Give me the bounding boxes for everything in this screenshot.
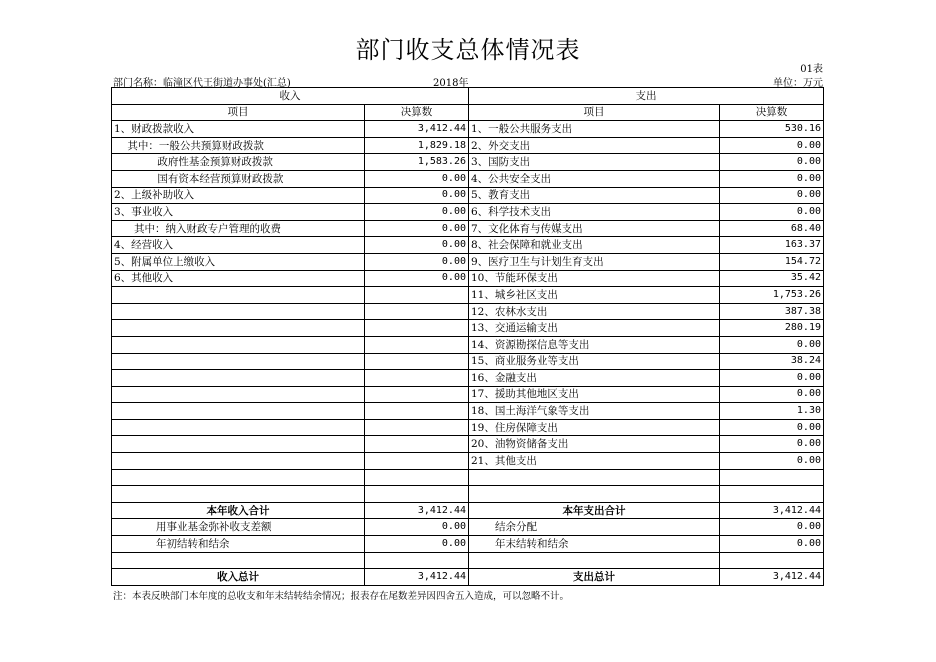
expense-item-cell: 10、节能环保支出 — [469, 270, 720, 287]
table-row — [112, 403, 824, 420]
expense-item-cell: 8、社会保障和就业支出 — [469, 237, 720, 254]
expense-item-cell: 3、国防支出 — [469, 154, 720, 171]
income-item-cell — [112, 336, 365, 353]
end-balance-amount: 0.00 — [720, 536, 824, 553]
expense-amount-cell: 0.00 — [720, 336, 824, 353]
expense-amount-cell: 0.00 — [720, 170, 824, 187]
begin-balance-amount: 0.00 — [365, 536, 469, 553]
blank-row — [112, 552, 824, 569]
year-income-label: 本年收入合计 — [112, 502, 365, 519]
end-balance-label: 年末结转和结余 — [469, 536, 720, 553]
fund-gap-row — [112, 519, 824, 536]
income-amount-cell: 3,412.44 — [365, 121, 469, 138]
table-row — [112, 336, 824, 353]
footnote: 注：本表反映部门本年度的总收支和年末结转结余情况；报表存在尾数差异因四舍五入造成，可以忽略不计。 — [113, 591, 570, 602]
form-number: 01表 — [800, 64, 823, 75]
table-row — [112, 287, 824, 304]
expense-amount-cell: 1.30 — [720, 403, 824, 420]
surplus-dist-amount: 0.00 — [720, 519, 824, 536]
expense-amount-cell: 530.16 — [720, 121, 824, 138]
year-expense-amount: 3,412.44 — [720, 502, 824, 519]
expense-item-cell: 11、城乡社区支出 — [469, 287, 720, 304]
income-item-cell — [112, 303, 365, 320]
income-item-cell — [112, 320, 365, 337]
income-item-header: 项目 — [112, 104, 365, 121]
income-item-cell — [112, 436, 365, 453]
table-row — [112, 320, 824, 337]
income-item-cell: 4、经营收入 — [112, 237, 365, 254]
expense-item-cell: 20、油物资储备支出 — [469, 436, 720, 453]
blank-row — [112, 486, 824, 503]
table-row — [112, 253, 824, 270]
income-amount-cell — [365, 436, 469, 453]
page-title: 部门收支总体情况表 — [355, 36, 581, 64]
year-income-amount: 3,412.44 — [365, 502, 469, 519]
income-amount-cell: 0.00 — [365, 237, 469, 254]
expense-item-cell: 2、外交支出 — [469, 137, 720, 154]
income-item-cell — [112, 386, 365, 403]
income-amount-cell — [365, 303, 469, 320]
report-year: 2018年 — [433, 78, 469, 89]
income-amount-header: 决算数 — [365, 104, 469, 121]
expense-amount-cell: 154.72 — [720, 253, 824, 270]
expense-item-cell: 21、其他支出 — [469, 453, 720, 470]
expense-item-cell: 5、教育支出 — [469, 187, 720, 204]
income-amount-cell — [365, 386, 469, 403]
table-row — [112, 453, 824, 470]
expense-item-cell: 15、商业服务业等支出 — [469, 353, 720, 370]
income-item-cell: 6、其他收入 — [112, 270, 365, 287]
income-amount-cell: 0.00 — [365, 204, 469, 221]
income-amount-cell: 1,583.26 — [365, 154, 469, 171]
income-amount-cell: 0.00 — [365, 187, 469, 204]
income-amount-cell — [365, 370, 469, 387]
income-item-cell — [112, 287, 365, 304]
income-item-cell — [112, 453, 365, 470]
year-total-row — [112, 502, 824, 519]
income-item-cell — [112, 403, 365, 420]
table-row — [112, 386, 824, 403]
expense-amount-cell: 0.00 — [720, 386, 824, 403]
income-item-cell — [112, 353, 365, 370]
expense-amount-cell: 0.00 — [720, 419, 824, 436]
expense-item-cell: 19、住房保障支出 — [469, 419, 720, 436]
table-row — [112, 137, 824, 154]
income-amount-cell: 0.00 — [365, 253, 469, 270]
year-expense-label: 本年支出合计 — [469, 502, 720, 519]
income-amount-cell — [365, 287, 469, 304]
income-item-cell: 国有资本经营预算财政拨款 — [112, 170, 365, 187]
expense-amount-cell: 0.00 — [720, 154, 824, 171]
income-header: 收入 — [112, 88, 469, 105]
income-item-cell — [112, 370, 365, 387]
table-row — [112, 270, 824, 287]
income-item-cell — [112, 419, 365, 436]
blank-row — [112, 469, 824, 486]
income-amount-cell: 0.00 — [365, 270, 469, 287]
income-amount-cell: 1,829.18 — [365, 137, 469, 154]
expense-amount-cell: 0.00 — [720, 204, 824, 221]
income-item-cell: 2、上级补助收入 — [112, 187, 365, 204]
expense-item-cell: 13、交通运输支出 — [469, 320, 720, 337]
income-amount-cell — [365, 453, 469, 470]
table-row — [112, 370, 824, 387]
income-item-cell: 政府性基金预算财政拨款 — [112, 154, 365, 171]
expense-amount-cell: 1,753.26 — [720, 287, 824, 304]
table-row — [112, 237, 824, 254]
table-row — [112, 204, 824, 221]
expense-item-cell: 1、一般公共服务支出 — [469, 121, 720, 138]
department-name: 部门名称：临潼区代王街道办事处(汇总) — [113, 78, 291, 89]
income-amount-cell — [365, 419, 469, 436]
expense-amount-cell: 280.19 — [720, 320, 824, 337]
income-item-cell: 1、财政拨款收入 — [112, 121, 365, 138]
expense-item-header: 项目 — [469, 104, 720, 121]
table-row — [112, 220, 824, 237]
expense-item-cell: 9、医疗卫生与计划生育支出 — [469, 253, 720, 270]
grand-expense-label: 支出总计 — [469, 569, 720, 586]
expense-amount-cell: 38.24 — [720, 353, 824, 370]
table-row — [112, 170, 824, 187]
income-amount-cell — [365, 353, 469, 370]
income-amount-cell — [365, 320, 469, 337]
expense-item-cell: 4、公共安全支出 — [469, 170, 720, 187]
income-item-cell: 其中：纳入财政专户管理的收费 — [112, 220, 365, 237]
expense-item-cell: 14、资源勘探信息等支出 — [469, 336, 720, 353]
fund-gap-amount: 0.00 — [365, 519, 469, 536]
balance-row — [112, 536, 824, 553]
income-amount-cell: 0.00 — [365, 170, 469, 187]
column-header-row — [112, 104, 824, 121]
income-amount-cell: 0.00 — [365, 220, 469, 237]
income-expense-table — [111, 87, 824, 586]
expense-amount-cell: 35.42 — [720, 270, 824, 287]
grand-income-amount: 3,412.44 — [365, 569, 469, 586]
table-row — [112, 353, 824, 370]
expense-amount-cell: 0.00 — [720, 436, 824, 453]
expense-item-cell: 6、科学技术支出 — [469, 204, 720, 221]
income-amount-cell — [365, 403, 469, 420]
expense-amount-cell: 68.40 — [720, 220, 824, 237]
expense-header: 支出 — [469, 88, 824, 105]
begin-balance-label: 年初结转和结余 — [112, 536, 365, 553]
table-row — [112, 419, 824, 436]
grand-total-row — [112, 569, 824, 586]
expense-item-cell: 17、援助其他地区支出 — [469, 386, 720, 403]
unit-label: 单位：万元 — [773, 78, 823, 89]
table-row — [112, 187, 824, 204]
expense-amount-cell: 0.00 — [720, 453, 824, 470]
income-item-cell: 3、事业收入 — [112, 204, 365, 221]
surplus-dist-label: 结余分配 — [469, 519, 720, 536]
expense-amount-cell: 0.00 — [720, 370, 824, 387]
fund-gap-label: 用事业基金弥补收支差额 — [112, 519, 365, 536]
income-item-cell: 其中：一般公共预算财政拨款 — [112, 137, 365, 154]
section-header-row — [112, 88, 824, 105]
table-row — [112, 436, 824, 453]
table-row — [112, 303, 824, 320]
expense-item-cell: 12、农林水支出 — [469, 303, 720, 320]
income-amount-cell — [365, 336, 469, 353]
table-row — [112, 121, 824, 138]
expense-amount-cell: 387.38 — [720, 303, 824, 320]
expense-amount-cell: 163.37 — [720, 237, 824, 254]
expense-amount-cell: 0.00 — [720, 137, 824, 154]
expense-item-cell: 7、文化体育与传媒支出 — [469, 220, 720, 237]
grand-expense-amount: 3,412.44 — [720, 569, 824, 586]
expense-amount-header: 决算数 — [720, 104, 824, 121]
expense-amount-cell: 0.00 — [720, 187, 824, 204]
grand-income-label: 收入总计 — [112, 569, 365, 586]
table-row — [112, 154, 824, 171]
expense-item-cell: 18、国土海洋气象等支出 — [469, 403, 720, 420]
expense-item-cell: 16、金融支出 — [469, 370, 720, 387]
income-item-cell: 5、附属单位上缴收入 — [112, 253, 365, 270]
